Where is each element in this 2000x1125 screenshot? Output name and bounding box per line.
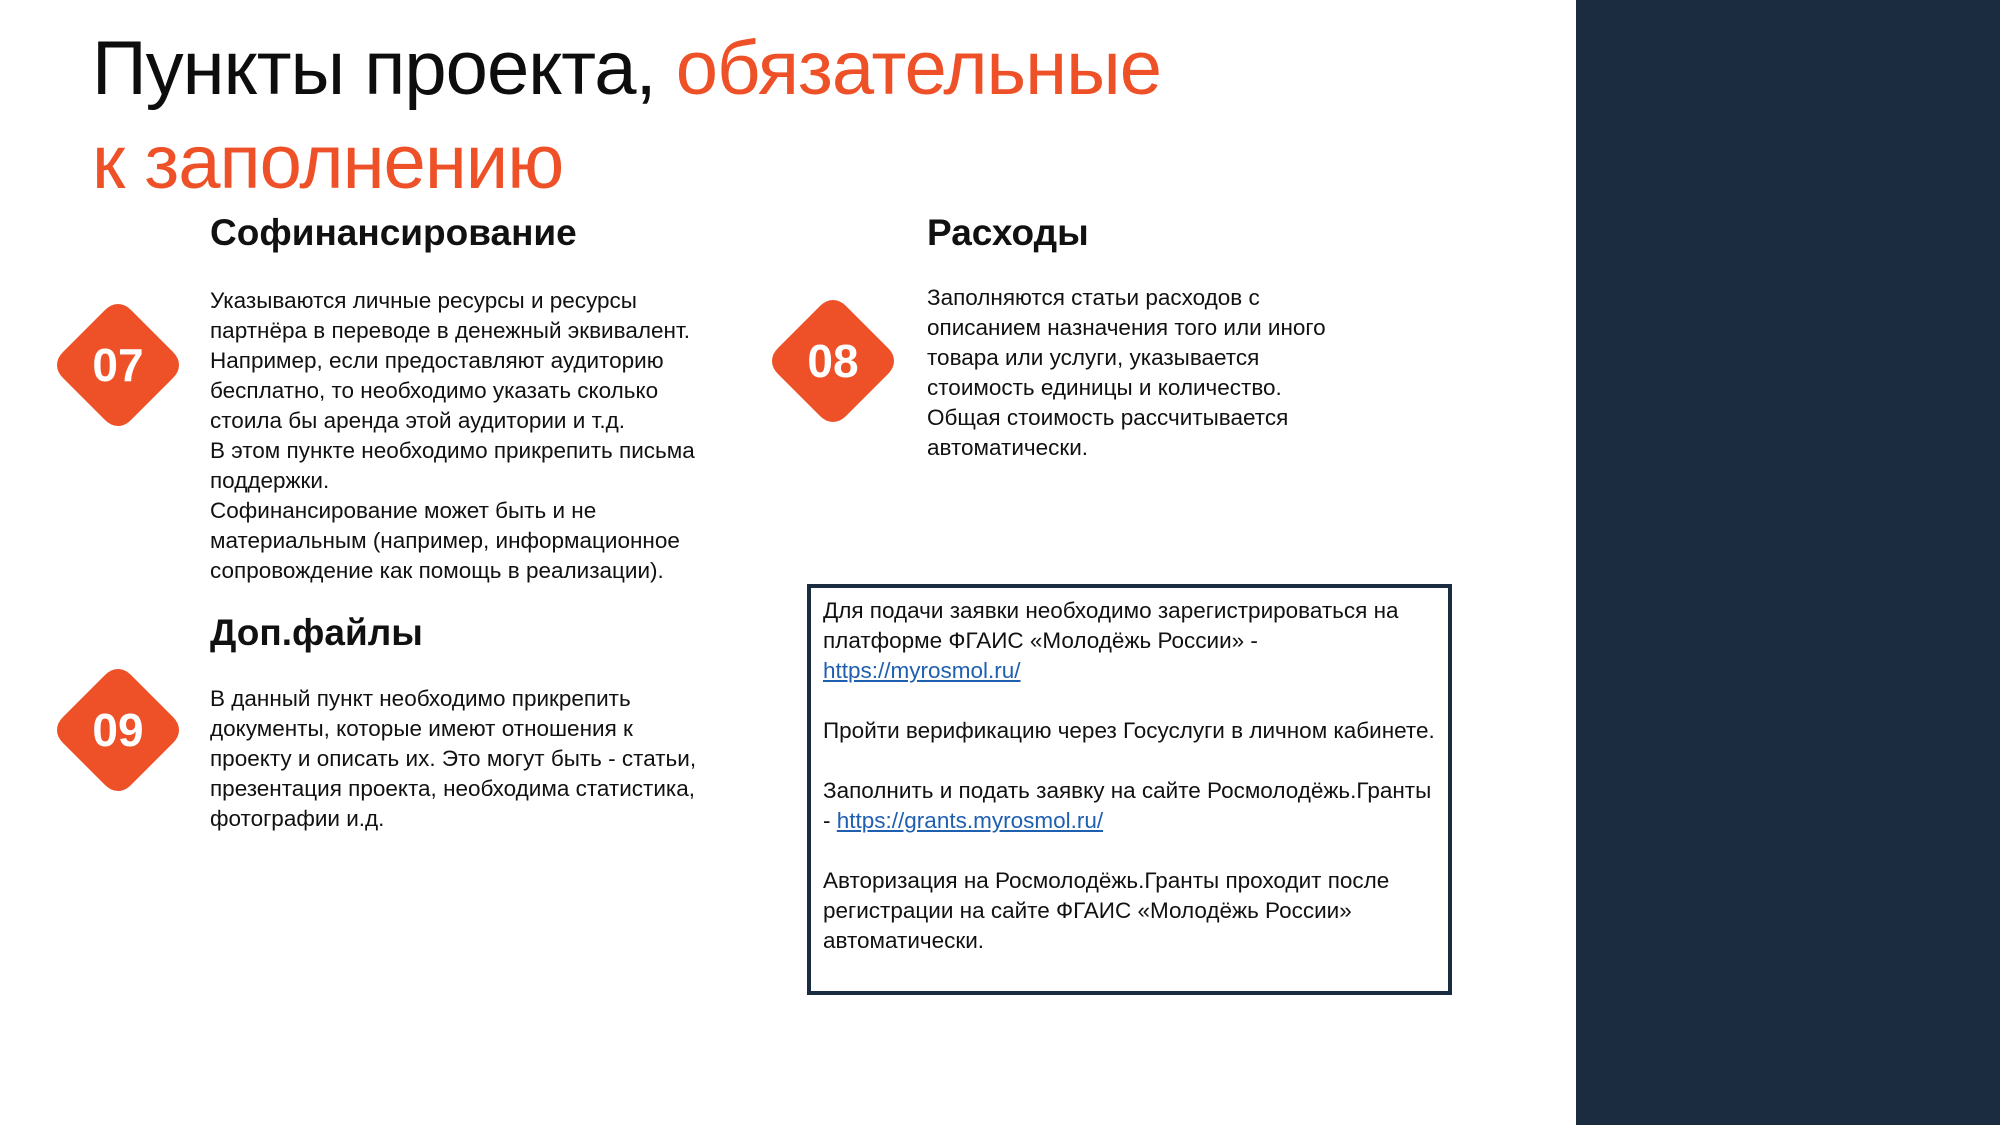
registration-info-box: [807, 584, 1452, 995]
badge-09: [53, 665, 183, 795]
heading-expenses: Расходы: [927, 212, 1089, 253]
text-cofinancing: Указываются личные ресурсы и ресурсы партнёра в переводе в денежный эквивалент. Например, если предоставляют аудиторию бесплатно, то необходимо указать сколько стоила бы аренда этой аудитории и т.д. В этом пункте необходимо прикрепить письма поддержки. Софинансирование может быть и не материальным (например, информационное сопровождение как помощь в реализации).: [210, 288, 695, 583]
text-expenses: Заполняются статьи расходов с описанием назначения того или иного товара или услуги, указывается стоимость единицы и количество. Общая стоимость рассчитывается автоматически.: [927, 285, 1326, 460]
badge-07: [53, 300, 183, 430]
title-part-1: Пункты проекта,: [92, 26, 676, 111]
heading-cofinancing: Софинансирование: [210, 212, 577, 253]
info-paragraph-apply: Заполнить и подать заявку на сайте Росмолодёжь.Гранты - https://grants.myrosmol.ru/: [823, 778, 1432, 833]
badge-number: 07: [92, 339, 144, 391]
info-paragraph-verify: Пройти верификацию через Госуслуги в личном кабинете.: [823, 718, 1435, 743]
myrosmol-link[interactable]: https://myrosmol.ru/: [823, 658, 1021, 683]
title-part-2: обязательные: [675, 26, 1161, 111]
badge-number: 09: [92, 704, 144, 756]
text-extra-files: В данный пункт необходимо прикрепить документы, которые имеют отношения к проекту и описать их. Это могут быть - статьи, презентация проекта, необходима статистика, фотографии и.д.: [210, 686, 697, 831]
info-paragraph-auth: Авторизация на Росмолодёжь.Гранты проходит после регистрации на сайте ФГАИС «Молодёжь России» автоматически.: [823, 868, 1390, 953]
side-panel: [1576, 0, 2000, 1125]
info-paragraph-register: Для подачи заявки необходимо зарегистрироваться на платформе ФГАИС «Молодёжь России» - https://myrosmol.ru/: [823, 598, 1399, 683]
badge-08: [768, 296, 898, 426]
title-line-2: к заполнению: [92, 120, 564, 205]
heading-extra-files: Доп.файлы: [210, 612, 423, 653]
slide-title: [92, 22, 1161, 210]
badge-number: 08: [807, 335, 859, 387]
grants-link[interactable]: https://grants.myrosmol.ru/: [836, 808, 1104, 833]
